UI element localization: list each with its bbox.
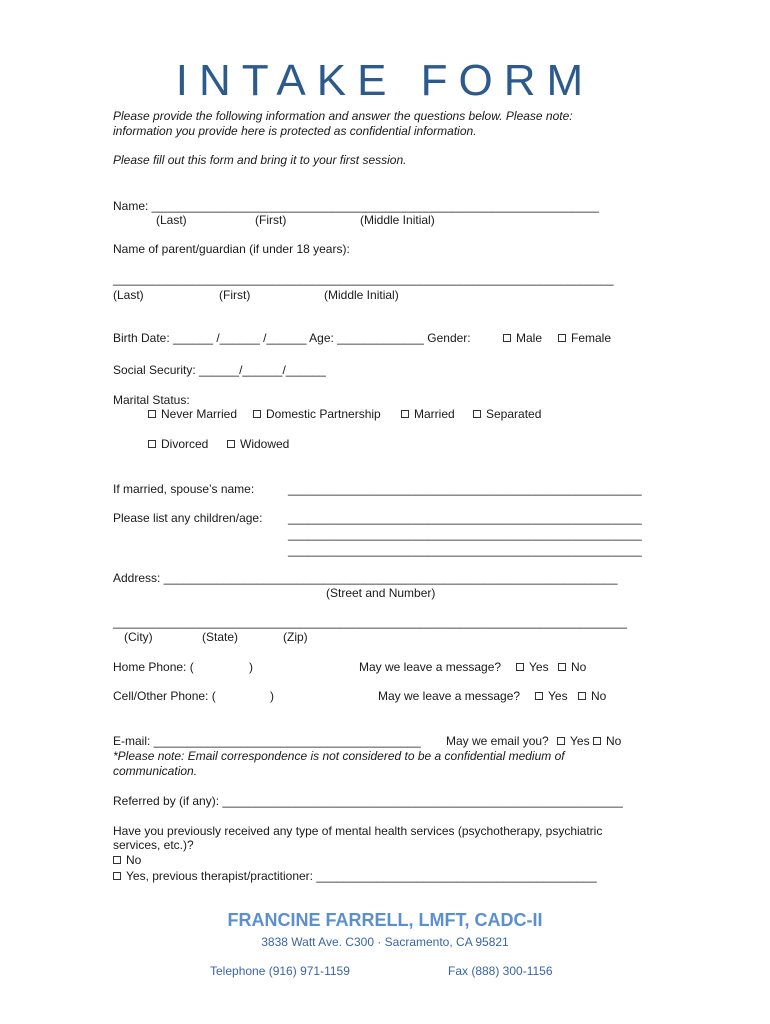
marital-separated[interactable] bbox=[473, 407, 541, 421]
gender-female-option[interactable] bbox=[558, 331, 611, 345]
referred-by-field[interactable]: Referred by (if any): ____________________________________________________________ bbox=[113, 794, 623, 808]
intro-line-3: Please fill out this form and bring it to your first session. bbox=[113, 153, 407, 167]
cell-phone-paren: ) bbox=[270, 689, 274, 703]
email-note-1: *Please note: Email correspondence is not considered to be a confidential medium of bbox=[113, 749, 565, 763]
checkbox-icon[interactable] bbox=[558, 663, 566, 671]
home-phone-label[interactable]: Home Phone: ( bbox=[113, 660, 194, 674]
footer-telephone: Telephone (916) 971-1159 bbox=[210, 964, 350, 978]
address-field[interactable]: Address: ____________________________________________________________________ bbox=[113, 571, 618, 585]
marital-status-label: Marital Status: bbox=[113, 393, 190, 407]
intro-line-2: information you provide here is protected as confidential information. bbox=[113, 124, 477, 138]
home-message-yes-label: Yes bbox=[529, 660, 549, 674]
marital-widowed-label: Widowed bbox=[240, 437, 290, 451]
social-security-field[interactable]: Social Security: ______/______/______ bbox=[113, 363, 326, 377]
home-message-no-label: No bbox=[571, 660, 587, 674]
gender-male-label: Male bbox=[516, 331, 543, 345]
address-field-2[interactable]: _____________________________________________________________________________ bbox=[113, 615, 627, 629]
marital-married-label: Married bbox=[414, 407, 455, 421]
marital-domestic-partnership[interactable] bbox=[253, 407, 381, 421]
checkbox-icon[interactable] bbox=[227, 440, 235, 448]
marital-married[interactable] bbox=[401, 407, 455, 421]
checkbox-icon[interactable] bbox=[473, 410, 481, 418]
checkbox-icon[interactable] bbox=[535, 692, 543, 700]
spouse-field[interactable]: _____________________________________________________ bbox=[288, 482, 642, 496]
cell-message-no[interactable] bbox=[578, 689, 606, 703]
name-sub-last: (Last) bbox=[156, 213, 187, 227]
marital-never-married[interactable] bbox=[148, 407, 237, 421]
marital-widowed[interactable] bbox=[227, 437, 289, 451]
previous-services-yes[interactable] bbox=[113, 869, 597, 883]
guardian-label: Name of parent/guardian (if under 18 years): bbox=[113, 242, 350, 256]
address-sub-zip: (Zip) bbox=[283, 630, 308, 644]
address-sub-street: (Street and Number) bbox=[326, 586, 436, 600]
email-no[interactable] bbox=[593, 734, 621, 748]
marital-separated-label: Separated bbox=[486, 407, 542, 421]
email-yes-label: Yes bbox=[570, 734, 590, 748]
home-message-yes[interactable] bbox=[516, 660, 549, 674]
email-note-2: communication. bbox=[113, 764, 198, 778]
checkbox-icon[interactable] bbox=[113, 856, 121, 864]
guardian-sub-middle: (Middle Initial) bbox=[324, 288, 399, 302]
gender-male-option[interactable] bbox=[503, 331, 542, 345]
checkbox-icon[interactable] bbox=[401, 410, 409, 418]
name-field[interactable]: Name: ___________________________________________________________________ bbox=[113, 199, 599, 213]
marital-divorced[interactable] bbox=[148, 437, 208, 451]
cell-message-yes[interactable] bbox=[535, 689, 568, 703]
name-sub-first: (First) bbox=[255, 213, 287, 227]
cell-message-yes-label: Yes bbox=[548, 689, 568, 703]
home-message-question: May we leave a message? bbox=[359, 660, 502, 674]
marital-never-label: Never Married bbox=[161, 407, 238, 421]
cell-message-question: May we leave a message? bbox=[378, 689, 521, 703]
guardian-sub-last: (Last) bbox=[113, 288, 144, 302]
checkbox-icon[interactable] bbox=[253, 410, 261, 418]
footer-address: 3838 Watt Ave. C300 · Sacramento, CA 95821 bbox=[261, 935, 509, 949]
email-field[interactable]: E-mail: ________________________________________ bbox=[113, 734, 421, 748]
birth-date-age-gender[interactable]: Birth Date: ______ /______ /______ Age: _____________ Gender: bbox=[113, 331, 471, 345]
form-title: INTAKE FORM bbox=[175, 56, 595, 105]
home-message-no[interactable] bbox=[558, 660, 586, 674]
marital-domestic-label: Domestic Partnership bbox=[266, 407, 381, 421]
children-field-2[interactable]: _____________________________________________________ bbox=[288, 527, 642, 541]
checkbox-icon[interactable] bbox=[503, 334, 511, 342]
footer-practitioner-name: FRANCINE FARRELL, LMFT, CADC-II bbox=[227, 910, 543, 930]
email-yes[interactable] bbox=[557, 734, 590, 748]
cell-phone-label[interactable]: Cell/Other Phone: ( bbox=[113, 689, 216, 703]
previous-services-no[interactable] bbox=[113, 853, 141, 867]
checkbox-icon[interactable] bbox=[516, 663, 524, 671]
previous-services-q1: Have you previously received any type of mental health services (psychotherapy, psychiatric bbox=[113, 824, 603, 838]
previous-services-q2: services, etc.)? bbox=[113, 838, 194, 852]
checkbox-icon[interactable] bbox=[148, 440, 156, 448]
children-label: Please list any children/age: bbox=[113, 511, 263, 525]
address-sub-city: (City) bbox=[124, 630, 153, 644]
home-phone-paren: ) bbox=[249, 660, 253, 674]
checkbox-icon[interactable] bbox=[113, 872, 121, 880]
email-question: May we email you? bbox=[446, 734, 549, 748]
children-field-3[interactable]: _____________________________________________________ bbox=[288, 543, 642, 557]
footer-fax: Fax (888) 300-1156 bbox=[448, 964, 553, 978]
checkbox-icon[interactable] bbox=[593, 737, 601, 745]
checkbox-icon[interactable] bbox=[148, 410, 156, 418]
checkbox-icon[interactable] bbox=[578, 692, 586, 700]
guardian-field[interactable]: ___________________________________________________________________________ bbox=[113, 272, 614, 286]
marital-divorced-label: Divorced bbox=[161, 437, 209, 451]
previous-yes-label: Yes, previous therapist/practitioner: __________________________________________ bbox=[126, 869, 597, 883]
children-field-1[interactable]: _____________________________________________________ bbox=[288, 511, 642, 525]
name-sub-middle: (Middle Initial) bbox=[360, 213, 435, 227]
previous-no-label: No bbox=[126, 853, 142, 867]
cell-message-no-label: No bbox=[591, 689, 607, 703]
guardian-sub-first: (First) bbox=[219, 288, 251, 302]
checkbox-icon[interactable] bbox=[557, 737, 565, 745]
gender-female-label: Female bbox=[571, 331, 612, 345]
address-sub-state: (State) bbox=[202, 630, 239, 644]
checkbox-icon[interactable] bbox=[558, 334, 566, 342]
intro-line-1: Please provide the following information and answer the questions below. Please note: bbox=[113, 109, 573, 123]
spouse-label: If married, spouse’s name: bbox=[113, 482, 255, 496]
email-no-label: No bbox=[606, 734, 622, 748]
